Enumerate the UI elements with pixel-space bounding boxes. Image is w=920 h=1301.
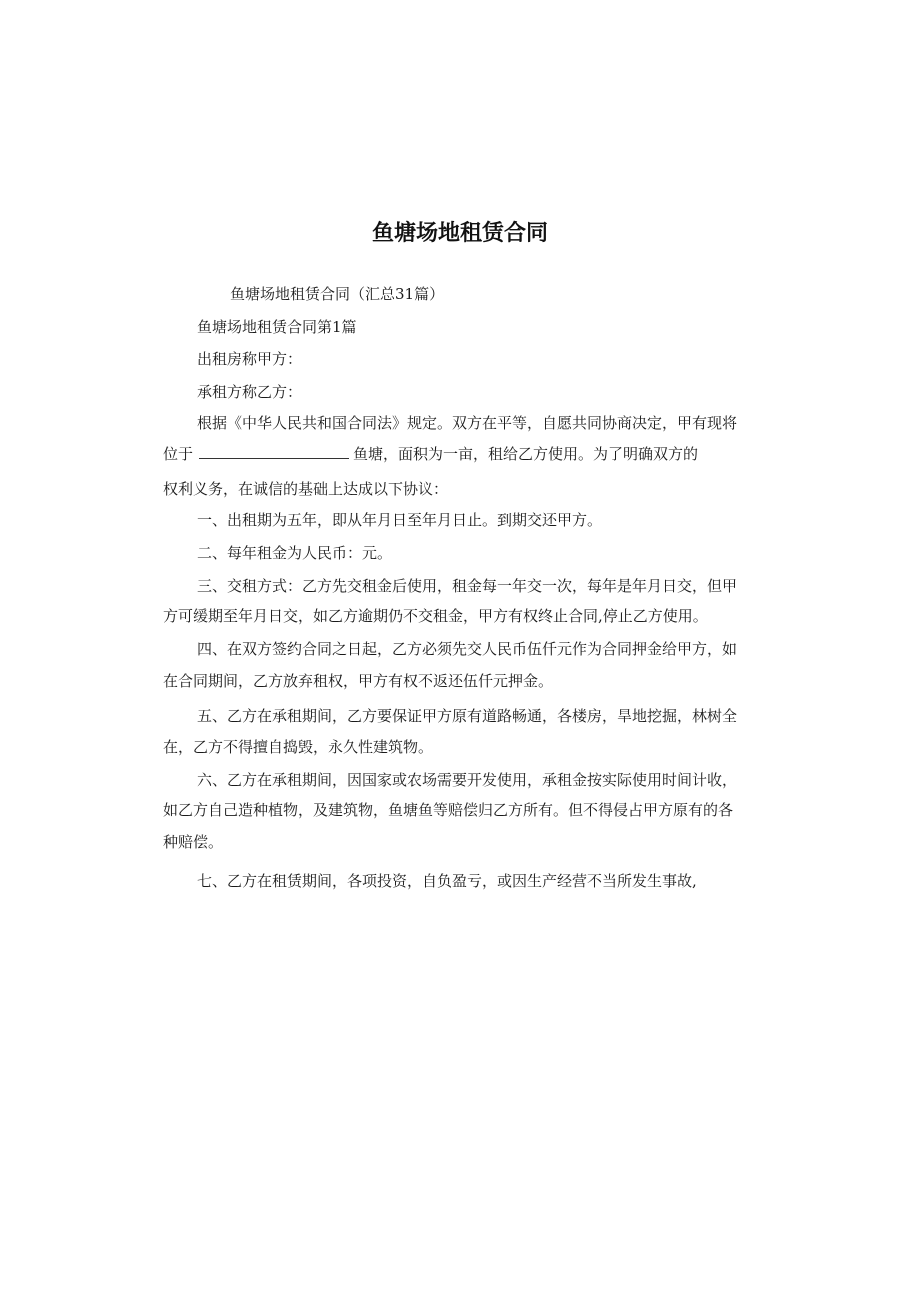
clause-4-line-2: 在合同期间，乙方放弃租权，甲方有权不返还伍仟元押金。 bbox=[163, 672, 554, 690]
intro-line-1: 根据《中华人民共和国合同法》规定。双方在平等，自愿共同协商决定，甲有现将 bbox=[197, 414, 738, 432]
clause-4-line-1: 四、在双方签约合同之日起，乙方必须先交人民币伍仟元作为合同押金给甲方，如 bbox=[197, 640, 738, 658]
intro-line-2-suffix: 鱼塘，面积为一亩，租给乙方使用。为了明确双方的 bbox=[353, 445, 699, 463]
intro-line-3: 权利义务，在诚信的基础上达成以下协议： bbox=[163, 480, 449, 498]
clause-3-line-2: 方可缓期至年月日交，如乙方逾期仍不交租金，甲方有权终止合同,停止乙方使用。 bbox=[163, 607, 708, 625]
clause-5-line-1: 五、乙方在承租期间，乙方要保证甲方原有道路畅通，各楼房，旱地挖掘，林树全 bbox=[197, 707, 738, 725]
document-subtitle: 鱼塘场地租赁合同（汇总31篇） bbox=[230, 285, 445, 303]
clause-6-line-2: 如乙方自己造种植物，及建筑物，鱼塘鱼等赔偿归乙方所有。但不得侵占甲方原有的各 bbox=[163, 801, 734, 819]
document-title: 鱼塘场地租赁合同 bbox=[371, 221, 548, 246]
clause-3-line-1: 三、交租方式：乙方先交租金后使用，租金每一年交一次，每年是年月日交，但甲 bbox=[197, 577, 738, 595]
clause-6-line-1: 六、乙方在承租期间，因国家或农场需要开发使用，承租金按实际使用时间计收， bbox=[197, 771, 738, 789]
clause-1: 一、出租期为五年，即从年月日至年月日止。到期交还甲方。 bbox=[197, 511, 603, 529]
location-blank bbox=[199, 444, 349, 459]
party-a-line: 出租房称甲方： bbox=[197, 350, 303, 368]
party-b-line: 承租方称乙方： bbox=[197, 383, 303, 401]
part-heading: 鱼塘场地租赁合同第1篇 bbox=[197, 318, 357, 336]
clause-7-line-1: 七、乙方在租赁期间，各项投资，自负盈亏，或因生产经营不当所发生事故, bbox=[197, 872, 697, 890]
clause-5-line-2: 在，乙方不得擅自捣毁，永久性建筑物。 bbox=[163, 738, 434, 756]
intro-line-2-prefix: 位于 bbox=[163, 445, 194, 463]
clause-6-line-3: 种赔偿。 bbox=[163, 833, 224, 851]
intro-line-2 bbox=[163, 444, 698, 464]
clause-2: 二、每年租金为人民币：元。 bbox=[197, 544, 393, 562]
